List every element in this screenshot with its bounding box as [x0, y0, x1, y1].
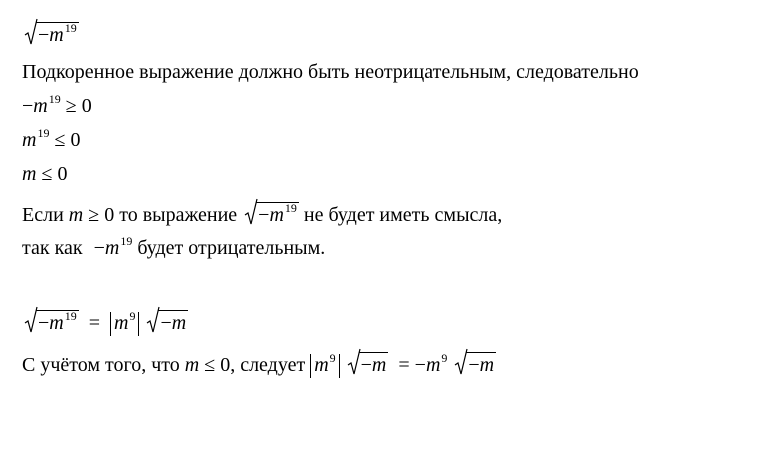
square-root: −m: [146, 310, 188, 335]
inequality-3: m ≤ 0: [22, 163, 68, 185]
square-root: −m: [454, 352, 496, 377]
statement-if: Если m ≥ 0 то выражение $-m^{19}$ не будет иметь смысла,: [22, 202, 502, 227]
title-expression: [22, 22, 79, 47]
square-root: −m: [347, 352, 389, 377]
radical-sign-icon: [24, 18, 38, 46]
statement-since: так как $-m^{19}$ будет отрицательным.: [22, 234, 326, 259]
radical-sign-icon: [347, 348, 361, 376]
inequality-2: $m^{19} \le 0$: [22, 126, 81, 151]
square-root: $-m^{19}$: [244, 202, 299, 227]
statement-nonnegative: Подкоренное выражение должно быть неотрицательным, следовательно: [22, 61, 639, 83]
absolute-value: $m^9$: [310, 354, 339, 378]
square-root: $-m^{19}$: [24, 22, 79, 47]
radical-sign-icon: [24, 306, 38, 334]
inequality-1: $-m^{19} \ge 0$: [22, 92, 92, 117]
identity-equation: $-m^{19} = m^9$ −m: [22, 310, 188, 336]
statement-conclusion: С учётом того, что m ≤ 0, следует $m^9$ $-m = -m^9$ −m: [22, 352, 496, 379]
radical-sign-icon: [454, 348, 468, 376]
radical-sign-icon: [146, 306, 160, 334]
radical-sign-icon: [244, 198, 258, 226]
absolute-value: $m^9$: [110, 312, 139, 336]
square-root: $-m^{19}$: [24, 310, 79, 335]
